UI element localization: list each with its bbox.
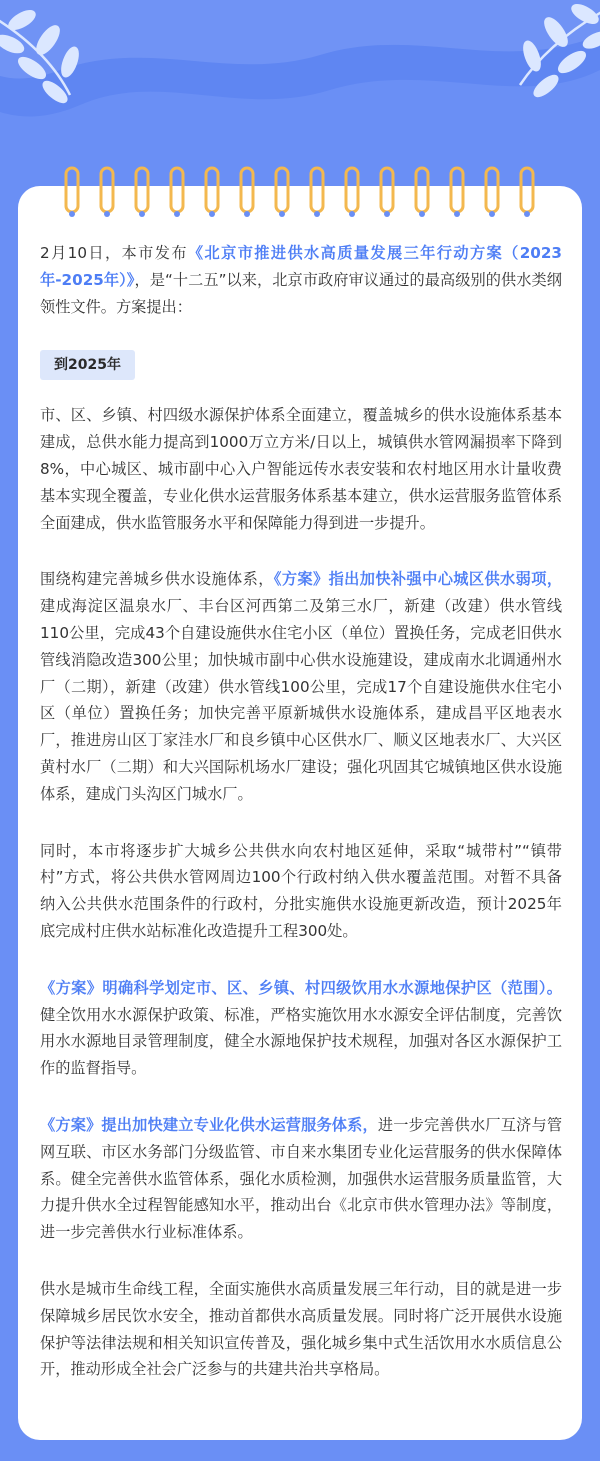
highlight-text: 《方案》指出加快补强中心城区供水弱项， [273,570,563,589]
highlight-text: 《方案》明确科学划定市、区、乡镇、村四级饮用水水源地保护区（范围）。 [40,978,562,997]
closing-paragraph: 供水是城市生命线工程，全面实施供水高质量发展三年行动，目的就是进一步保障城乡居民饮水安全，推动首都供水高质量发展。同时将广泛开展供水设施保护等法律法规和相关知识宣传普及，强化城乡集中式生活饮用水水质信息公开，推动形成全社会广泛参与的共建共治共享格局。 [40,1279,562,1379]
year-badge: 到2025年 [40,350,135,380]
goal-paragraph: 市、区、乡镇、村四级水源保护体系全面建立，覆盖城乡的供水设施体系基本建成，总供水能力提高到1000万立方米/日以上，城镇供水管网漏损率下降到8%，中心城区、城市副中心入户智能远传水表安装和农村地区用水计量收费基本实现全覆盖，专业化供水运营服务体系基本建立，供水运营服务监管体系全面建成，供水监管服务水平和保障能力得到进一步提升。 [40,406,562,532]
source-protection-paragraph [40,975,562,1082]
paragraph-text: 建成海淀区温泉水厂、丰台区河西第二及第三水厂，新建（改建）供水管线110公里，完成43个自建设施供水住宅小区（单位）置换任务，完成老旧供水管线消隐改造300公里；加快城市副中心供水设施建设，建成南水北调通州水厂（二期），新建（改建）供水管线100公里，完成17个自建设施供水住宅小区（单位）置换任务；加快完善平原新城供水设施体系，建成昌平区地表水厂，推进房山区丁家洼水厂和良乡镇中心区供水厂、顺义区地表水厂、大兴区黄村水厂（二期）和大兴国际机场水厂建设；强化巩固其它城镇地区供水设施体系，建成门头沟区门城水厂。 [40,597,562,803]
paragraph-text: 进一步完善供水厂互济与管网互联、市区水务部门分级监管、市自来水集团专业化运营服务的供水保障体系。健全完善供水监管体系，强化水质检测，加强供水运营服务质量监管，大力提升供水全过程智能感知水平，推动出台《北京市供水管理办法》等制度，进一步完善供水行业标准体系。 [40,1115,563,1242]
plan-title-link: 《北京市推进供水高质量发展三年行动方案（2023年-2025年）》 [40,244,562,289]
operation-paragraph [40,1112,562,1246]
highlight-text: 《方案》提出加快建立专业化供水运营服务体系， [40,1115,378,1134]
header-decoration [0,0,600,200]
intro-paragraph [40,240,562,320]
rural-paragraph: 同时，本市将逐步扩大城乡公共供水向农村地区延伸，采取“城带村”“镇带村”方式，将公共供水管网周边100个行政村纳入供水覆盖范围。对暂不具备纳入公共供水范围条件的行政村，分批实施供水设施更新改造，预计2025年底完成村庄供水站标准化改造提升工程300处。 [40,841,562,940]
intro-text: ，是“十二五”以来，北京市政府审议通过的最高级别的供水类纲领性文件。方案提出： [40,270,562,316]
paragraph-text: 健全饮用水水源保护政策、标准，严格实施饮用水水源安全评估制度，完善饮用水水源地目录管理制度，健全水源地保护技术规程，加强对各区水源保护工作的监督指导。 [40,1005,562,1078]
intro-text: 2月10日，本市发布 [40,244,188,262]
paragraph-text: 围绕构建完善城乡供水设施体系， [40,570,274,589]
article-body [40,240,562,1383]
facility-paragraph [40,566,562,807]
